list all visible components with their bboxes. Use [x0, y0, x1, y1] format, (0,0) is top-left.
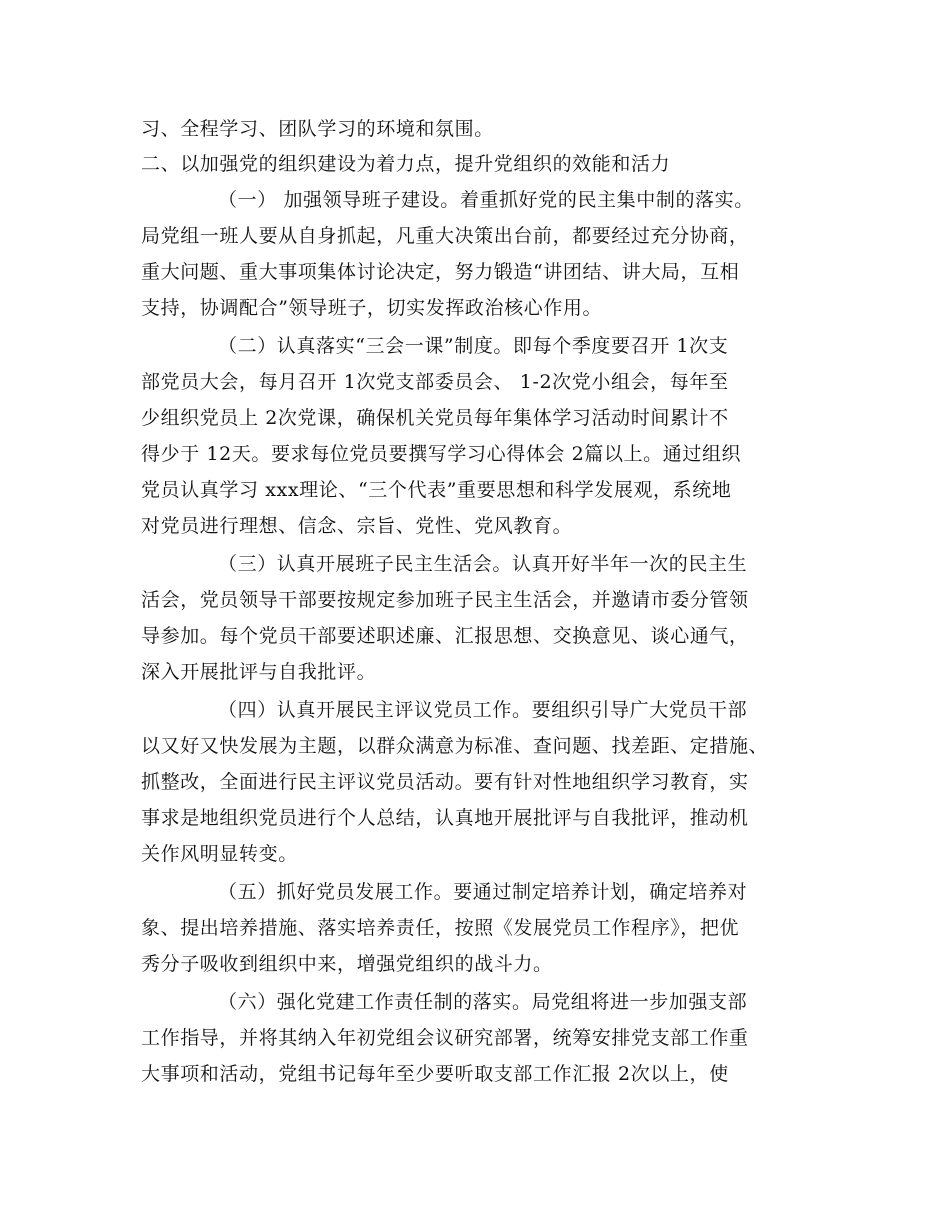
paragraph-6-line: （六）强化党建工作责任制的落实。局党组将进一步加强支部 — [218, 991, 748, 1013]
paragraph-4-line: （四）认真开展民主评议党员工作。要组织引导广大党员干部 — [218, 699, 748, 721]
paragraph-1-line: 局党组一班人要从自身抓起，凡重大决策出台前，都要经过充分协商， — [141, 225, 749, 247]
paragraph-3-line: 活会，党员领导干部要按规定参加班子民主生活会，并邀请市委分管领 — [141, 589, 749, 611]
paragraph-6-line: 大事项和活动，党组书记每年至少要听取支部工作汇报 2次以上，使 — [141, 1063, 729, 1085]
paragraph-5-line: （五）抓好党员发展工作。要通过制定培养计划，确定培养对 — [218, 881, 748, 903]
paragraph-2-line: 对党员进行理想、信念、宗旨、党性、党风教育。 — [141, 515, 573, 537]
paragraph-6-line: 工作指导，并将其纳入年初党组会议研究部署，统筹安排党支部工作重 — [141, 1027, 749, 1049]
section-heading: 二、以加强党的组织建设为着力点，提升党组织的效能和活力 — [141, 153, 671, 175]
paragraph-2-line: 部党员大会，每月召开 1次党支部委员会、 1-2次党小组会，每年至 — [141, 371, 729, 393]
paragraph-3-line: （三）认真开展班子民主生活会。认真开好半年一次的民主生 — [218, 553, 748, 575]
paragraph-2-line: 党员认真学习 xxx理论、“三个代表”重要思想和科学发展观，系统地 — [141, 479, 732, 501]
paragraph-4-line: 抓整改，全面进行民主评议党员活动。要有针对性地组织学习教育，实 — [141, 771, 749, 793]
text-line: 习、全程学习、团队学习的环境和氛围。 — [141, 118, 494, 140]
paragraph-3-line: 导参加。每个党员干部要述职述廉、汇报思想、交换意见、谈心通气， — [141, 625, 749, 647]
paragraph-3-line: 深入开展批评与自我批评。 — [141, 661, 377, 683]
paragraph-2-line: 得少于 12天。要求每位党员要撰写学习心得体会 2篇以上。通过组织 — [141, 443, 742, 465]
paragraph-4-line: 关作风明显转变。 — [141, 843, 298, 865]
paragraph-1-line: （一） 加强领导班子建设。着重抓好党的民主集中制的落实。 — [218, 189, 754, 211]
paragraph-1-line: 支持，协调配合”领导班子，切实发挥政治核心作用。 — [141, 297, 603, 319]
paragraph-2-line: （二）认真落实“三会一课”制度。即每个季度要召开 1次支 — [218, 335, 729, 357]
paragraph-4-line: 以又好又快发展为主题，以群众满意为标准、查问题、找差距、定措施、 — [141, 735, 769, 757]
paragraph-1-line: 重大问题、重大事项集体讨论决定，努力锻造“讲团结、讲大局，互相 — [141, 261, 740, 283]
paragraph-5-line: 秀分子吸收到组织中来，增强党组织的战斗力。 — [141, 953, 553, 975]
paragraph-5-line: 象、提出培养措施、落实培养责任，按照《发展党员工作程序》，把优 — [141, 917, 740, 939]
paragraph-2-line: 少组织党员上 2次党课，确保机关党员每年集体学习活动时间累计不 — [141, 407, 729, 429]
paragraph-4-line: 事求是地组织党员进行个人总结，认真地开展批评与自我批评，推动机 — [141, 807, 749, 829]
